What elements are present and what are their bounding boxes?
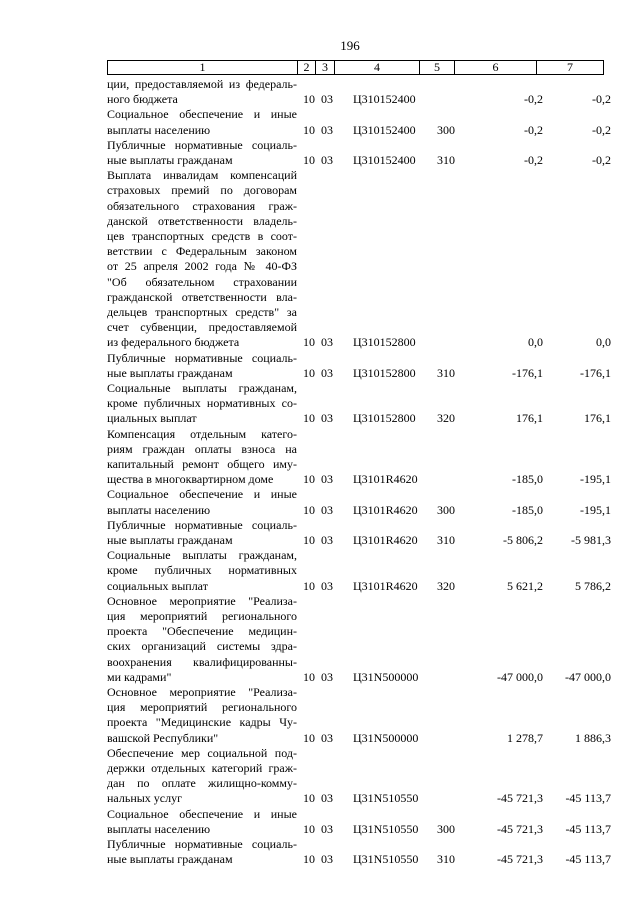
- row-description-line: Социальное обеспечение и иные: [107, 806, 297, 821]
- amount-year-1: -0,2: [524, 92, 543, 107]
- subsection-code: 03: [321, 365, 333, 380]
- row-description-line: из федерального бюджета: [107, 335, 240, 350]
- amount-year-2: -0,2: [592, 152, 611, 167]
- amount-year-1: -45 721,3: [497, 821, 543, 836]
- amount-year-2: -45 113,7: [565, 791, 611, 806]
- table-row: [0, 518, 640, 548]
- row-description: [107, 548, 297, 594]
- amount-year-2: -45 113,7: [565, 821, 611, 836]
- row-description: [107, 427, 297, 488]
- row-description-line: Основное мероприятие "Реализа-: [107, 685, 297, 699]
- row-description-line: ного бюджета: [107, 92, 178, 107]
- row-description-line: вашской Республики": [107, 730, 219, 745]
- subsection-code: 03: [321, 335, 333, 350]
- column-header-table: [107, 60, 604, 75]
- amount-year-1: -176,1: [512, 365, 543, 380]
- row-description-line: гражданской ответственности вла-: [107, 289, 297, 304]
- row-description: [107, 518, 297, 548]
- subsection-code: 03: [321, 122, 333, 137]
- row-description-line: обязательного страхования граж-: [107, 198, 297, 213]
- row-description-line: счет субвенции, предоставляемой: [107, 320, 297, 335]
- row-description-line: риям граждан оплаты взноса на: [107, 441, 297, 456]
- row-description-line: ветствии с Федеральным законом: [107, 244, 297, 259]
- expense-type-code: 320: [437, 578, 455, 593]
- section-code: 10: [303, 335, 315, 350]
- row-description: [107, 807, 297, 837]
- row-description: [107, 351, 297, 381]
- target-article-code: Ц3101R4620: [353, 472, 418, 487]
- column-header-row: [108, 61, 604, 75]
- section-code: 10: [303, 411, 315, 426]
- row-description-line: кроме публичных нормативных со-: [107, 396, 297, 411]
- row-description-line: Социальные выплаты гражданам,: [107, 548, 297, 563]
- subsection-code: 03: [321, 730, 333, 745]
- section-code: 10: [303, 730, 315, 745]
- table-row: [0, 138, 640, 168]
- amount-year-1: 0,0: [528, 335, 543, 350]
- section-code: 10: [303, 122, 315, 137]
- row-description-line: ные выплаты гражданам: [107, 153, 233, 167]
- amount-year-2: -5 981,3: [571, 532, 611, 547]
- row-description: [107, 487, 297, 517]
- row-description: [107, 381, 297, 427]
- target-article-code: Ц310152400: [353, 122, 416, 137]
- row-description-line: ные выплаты гражданам: [107, 852, 233, 867]
- subsection-code: 03: [321, 578, 333, 593]
- expense-type-code: 300: [437, 122, 455, 137]
- row-description-line: выплаты населению: [107, 122, 211, 137]
- target-article-code: Ц310152400: [353, 152, 416, 167]
- section-code: 10: [303, 92, 315, 107]
- row-description-line: капитальный ремонт общего иму-: [107, 457, 297, 471]
- subsection-code: 03: [321, 502, 333, 517]
- row-description-line: воохранения квалифицированны-: [107, 654, 297, 669]
- row-description: [107, 107, 297, 137]
- target-article-code: Ц31N510550: [353, 791, 419, 806]
- amount-year-2: 1 886,3: [575, 730, 611, 745]
- amount-year-1: -185,0: [512, 472, 543, 487]
- row-description-line: дан по оплате жилищно-комму-: [107, 776, 297, 791]
- amount-year-2: 176,1: [584, 411, 611, 426]
- target-article-code: Ц31N500000: [353, 669, 419, 684]
- table-row: [0, 685, 640, 746]
- column-header-3: 3: [316, 61, 335, 75]
- row-description: [107, 837, 297, 867]
- row-description-line: ные выплаты гражданам: [107, 533, 233, 547]
- row-description-line: ция мероприятий регионального: [107, 609, 297, 623]
- amount-year-2: -176,1: [580, 365, 611, 380]
- amount-year-1: 1 278,7: [507, 730, 543, 745]
- subsection-code: 03: [321, 92, 333, 107]
- amount-year-2: -0,2: [592, 92, 611, 107]
- subsection-code: 03: [321, 411, 333, 426]
- subsection-code: 03: [321, 852, 333, 867]
- table-row: [0, 77, 640, 107]
- row-description-line: нальных услуг: [107, 791, 183, 806]
- table-row: [0, 548, 640, 594]
- row-description-line: от 25 апреля 2002 года № 40-ФЗ: [107, 259, 297, 274]
- row-description-line: Социальное обеспечение и иные: [107, 107, 297, 122]
- row-description-line: ции, предоставляемой из федераль-: [107, 77, 297, 91]
- row-description: [107, 685, 297, 746]
- section-code: 10: [303, 791, 315, 806]
- row-description-line: ные выплаты гражданам: [107, 365, 233, 380]
- target-article-code: Ц310152800: [353, 335, 416, 350]
- row-description-line: данской ответственности владель-: [107, 213, 297, 228]
- row-description-line: социальных выплат: [107, 578, 208, 593]
- amount-year-2: -45 113,7: [565, 852, 611, 867]
- section-code: 10: [303, 852, 315, 867]
- amount-year-2: -47 000,0: [565, 669, 611, 684]
- row-description-line: ция мероприятий регионального: [107, 700, 297, 715]
- row-description: [107, 746, 297, 807]
- expense-type-code: 310: [437, 532, 455, 547]
- target-article-code: Ц310152800: [353, 411, 416, 426]
- table-row: [0, 427, 640, 488]
- table-row: [0, 837, 640, 867]
- target-article-code: Ц3101R4620: [353, 502, 418, 517]
- section-code: 10: [303, 532, 315, 547]
- table-row: [0, 594, 640, 685]
- amount-year-1: -47 000,0: [497, 669, 543, 684]
- row-description-line: щества в многоквартирном доме: [107, 472, 274, 487]
- column-header-7: 7: [537, 61, 604, 75]
- table-row: [0, 746, 640, 807]
- amount-year-1: -185,0: [512, 502, 543, 517]
- row-description-line: ских организаций системы здра-: [107, 639, 297, 654]
- amount-year-2: -195,1: [580, 472, 611, 487]
- table-row: [0, 107, 640, 137]
- amount-year-2: 0,0: [596, 335, 611, 350]
- section-code: 10: [303, 578, 315, 593]
- section-code: 10: [303, 502, 315, 517]
- row-description-line: Социальное обеспечение и иные: [107, 487, 297, 502]
- expense-type-code: 310: [437, 852, 455, 867]
- section-code: 10: [303, 472, 315, 487]
- row-description: [107, 77, 297, 107]
- table-row: [0, 807, 640, 837]
- amount-year-1: -0,2: [524, 122, 543, 137]
- row-description-line: Публичные нормативные социаль-: [107, 137, 297, 152]
- row-description-line: выплаты населению: [107, 821, 211, 836]
- amount-year-1: 5 621,2: [507, 578, 543, 593]
- target-article-code: Ц3101R4620: [353, 578, 418, 593]
- row-description-line: выплаты населению: [107, 502, 211, 517]
- row-description-line: Публичные нормативные социаль-: [107, 517, 297, 532]
- page-number: 196: [340, 38, 360, 53]
- expense-type-code: 300: [437, 502, 455, 517]
- row-description-line: страховых премий по договорам: [107, 183, 297, 198]
- row-description-line: проекта "Обеспечение медицин-: [107, 624, 297, 639]
- table-row: [0, 487, 640, 517]
- amount-year-1: -45 721,3: [497, 852, 543, 867]
- row-description-line: Публичные нормативные социаль-: [107, 837, 297, 851]
- section-code: 10: [303, 365, 315, 380]
- subsection-code: 03: [321, 532, 333, 547]
- amount-year-1: -0,2: [524, 152, 543, 167]
- row-description-line: Публичные нормативные социаль-: [107, 350, 297, 365]
- subsection-code: 03: [321, 472, 333, 487]
- column-header-5: 5: [420, 61, 455, 75]
- target-article-code: Ц31N500000: [353, 730, 419, 745]
- subsection-code: 03: [321, 152, 333, 167]
- section-code: 10: [303, 669, 315, 684]
- row-description-line: ми кадрами": [107, 669, 172, 684]
- target-article-code: Ц3101R4620: [353, 532, 418, 547]
- target-article-code: Ц31N510550: [353, 821, 419, 836]
- section-code: 10: [303, 821, 315, 836]
- row-description-line: проекта "Медицинские кадры Чу-: [107, 715, 297, 730]
- subsection-code: 03: [321, 791, 333, 806]
- column-header-1: 1: [108, 61, 298, 75]
- subsection-code: 03: [321, 669, 333, 684]
- table-row: [0, 168, 640, 350]
- table-row: [0, 351, 640, 381]
- column-header-2: 2: [298, 61, 316, 75]
- row-description-line: цев транспортных средств в соот-: [107, 229, 297, 243]
- table-row: [0, 381, 640, 427]
- row-description-line: кроме публичных нормативных: [107, 563, 297, 578]
- row-description-line: циальных выплат: [107, 411, 197, 426]
- row-description-line: Компенсация отдельным катего-: [107, 426, 297, 441]
- amount-year-2: 5 786,2: [575, 578, 611, 593]
- target-article-code: Ц310152400: [353, 92, 416, 107]
- row-description: [107, 138, 297, 168]
- expense-type-code: 310: [437, 365, 455, 380]
- row-description-line: "Об обязательном страховании: [107, 274, 297, 289]
- amount-year-1: 176,1: [516, 411, 543, 426]
- row-description: [107, 594, 297, 685]
- column-header-4: 4: [335, 61, 420, 75]
- row-description-line: Основное мероприятие "Реализа-: [107, 593, 297, 608]
- row-description: [107, 168, 297, 350]
- section-code: 10: [303, 152, 315, 167]
- row-description-line: Выплата инвалидам компенсаций: [107, 168, 297, 183]
- expense-type-code: 310: [437, 152, 455, 167]
- row-description-line: Обеспечение мер социальной под-: [107, 745, 297, 760]
- amount-year-2: -195,1: [580, 502, 611, 517]
- amount-year-2: -0,2: [592, 122, 611, 137]
- amount-year-1: -45 721,3: [497, 791, 543, 806]
- target-article-code: Ц31N510550: [353, 852, 419, 867]
- amount-year-1: -5 806,2: [503, 532, 543, 547]
- row-description-line: держки отдельных категорий граж-: [107, 761, 297, 775]
- expense-type-code: 320: [437, 411, 455, 426]
- target-article-code: Ц310152800: [353, 365, 416, 380]
- row-description-line: дельцев транспортных средств" за: [107, 305, 297, 320]
- subsection-code: 03: [321, 821, 333, 836]
- column-header-6: 6: [455, 61, 537, 75]
- expense-type-code: 300: [437, 821, 455, 836]
- row-description-line: Социальные выплаты гражданам,: [107, 381, 297, 395]
